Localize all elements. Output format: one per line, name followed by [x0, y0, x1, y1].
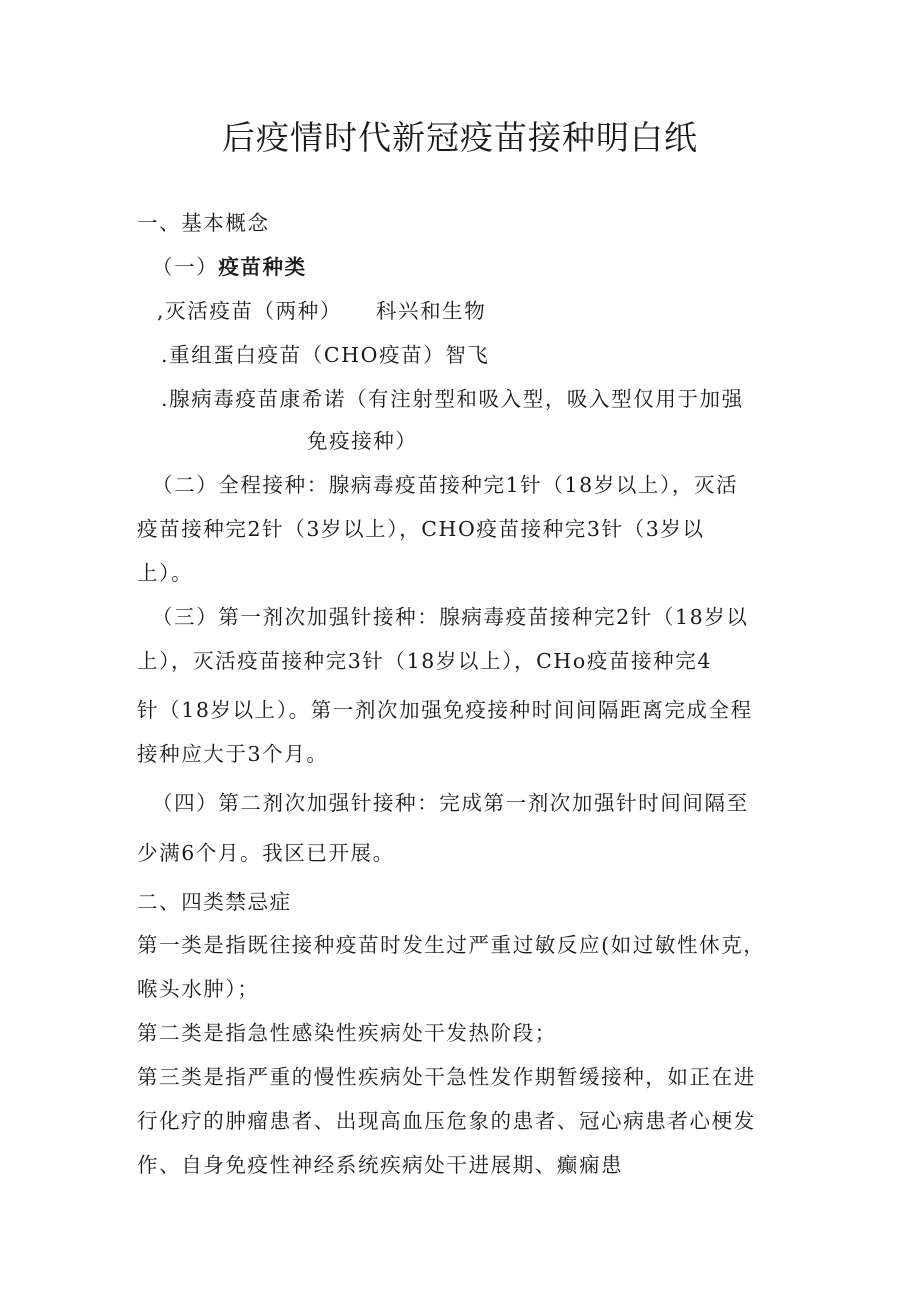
subsection-number: （一） [152, 255, 219, 279]
document-title: 后疫情时代新冠疫苗接种明白纸 [222, 118, 698, 157]
contraindication-1-line1: 第一类是指既往接种疫苗时发生过严重过敏反应(如过敏性休克， [137, 933, 766, 957]
contraindication-3-line3: 作、自身免疫性神经系统疾病处干进展期、癫痫患 [137, 1153, 624, 1177]
vaccine-type-recombinant: .重组蛋白疫苗（CHO疫苗）智飞 [161, 343, 490, 367]
paragraph-full-course-line1: （二）全程接种：腺病毒疫苗接种完1针（18岁以上），灭活 [152, 473, 739, 497]
paragraph-first-booster-line4: 接种应大于3个月。 [137, 742, 329, 766]
paragraph-first-booster-line1: （三）第一剂次加强针接种：腺病毒疫苗接种完2针（18岁以 [152, 605, 749, 629]
paragraph-second-booster-line1: （四）第二剂次加强针接种：完成第一剂次加强针时间间隔至 [152, 791, 749, 815]
subsection-marker-1 [152, 251, 307, 283]
paragraph-full-course-line2: 疫苗接种完2针（3岁以上），CHO疫苗接种完3针（3岁以 [137, 517, 705, 541]
paragraph-first-booster-line2: 上），灭活疫苗接种完3针（18岁以上），CHo疫苗接种完4 [137, 649, 712, 673]
paragraph-full-course-line3: 上）。 [137, 561, 194, 585]
vaccine-type-adenovirus: .腺病毒疫苗康希诺（有注射型和吸入型，吸入型仅用于加强 [161, 387, 744, 411]
contraindication-3-line2: 行化疗的肿瘤患者、出现高血压危象的患者、冠心病患者心梗发 [137, 1109, 756, 1133]
paragraph-second-booster-line2: 少满6个月。我区已开展。 [137, 841, 395, 865]
subsection-heading-vaccine-types: 疫苗种类 [218, 255, 307, 279]
contraindication-2: 第二类是指急性感染性疾病处干发热阶段； [137, 1021, 557, 1045]
paragraph-first-booster-line3: 针（18岁以上）。第一剂次加强免疫接种时间间隔距离完成全程 [137, 698, 753, 722]
contraindication-3-line1: 第三类是指严重的慢性疾病处干急性发作期暂缓接种，如正在进 [137, 1065, 756, 1089]
contraindication-1-line2: 喉头水肿）； [137, 977, 260, 1001]
vaccine-type-inactivated: ,灭活疫苗（两种） 科兴和生物 [157, 299, 487, 323]
vaccine-type-adenovirus-cont: 免疫接种） [307, 429, 418, 453]
section-heading-contraindications: 二、四类禁忌症 [137, 890, 292, 914]
section-heading-basic-concepts: 一、基本概念 [137, 211, 270, 235]
